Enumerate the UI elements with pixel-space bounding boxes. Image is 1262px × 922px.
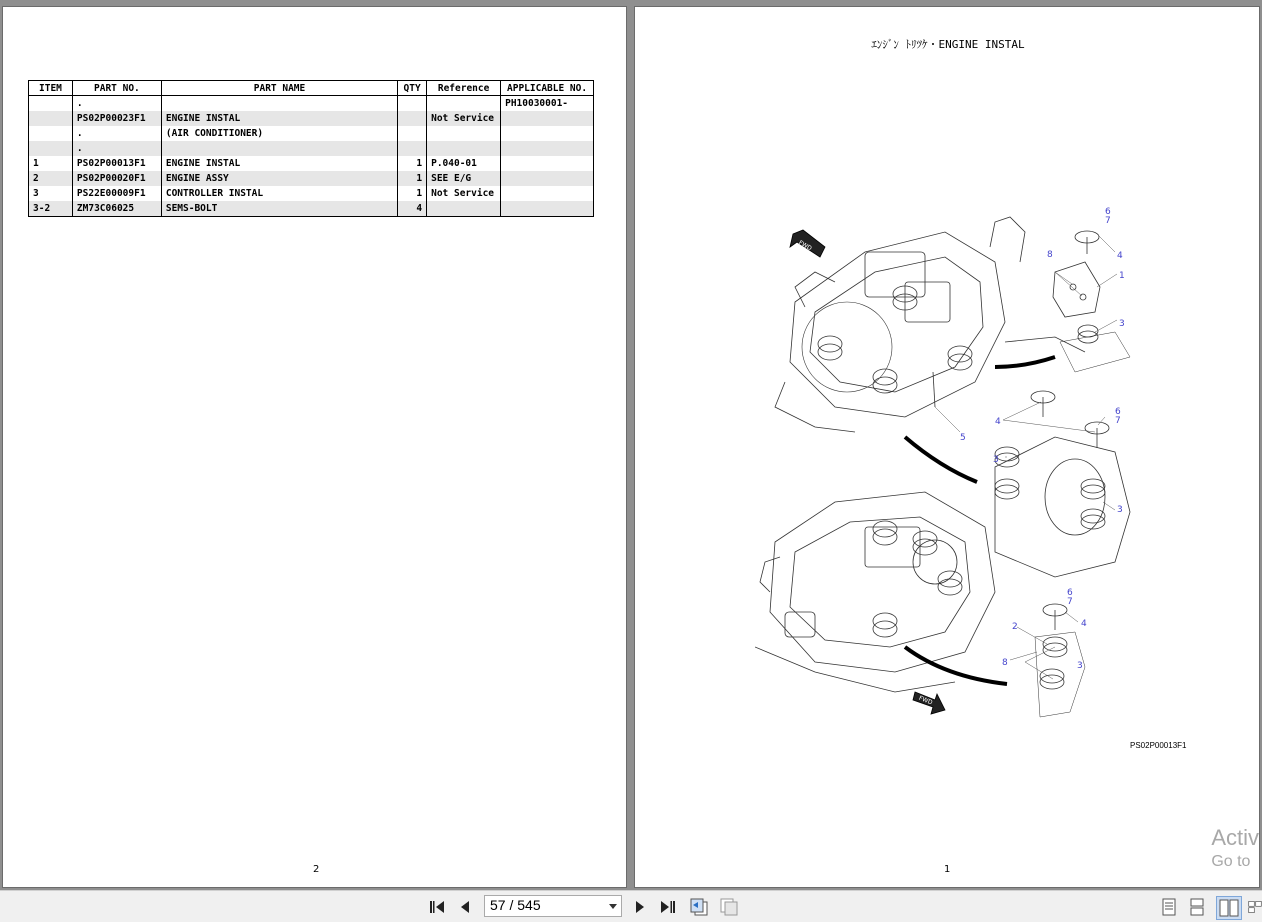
single-page-view-button[interactable] [1160,898,1178,916]
table-row [29,186,594,201]
page-number: 2 [313,864,320,875]
left-page [2,6,627,888]
cell-part-no: PS22E00009F1 [72,186,161,201]
col-header-reference: Reference [427,81,501,96]
callout-7: 7 [1115,416,1121,426]
cell-applicable-no [501,186,594,201]
callout-7: 7 [1067,597,1073,607]
chevron-down-icon [609,904,617,909]
callout-6: 6 [1105,207,1111,217]
next-view-button[interactable] [718,898,740,916]
cell-applicable-no [501,156,594,171]
cell-part-name: (AIR CONDITIONER) [161,126,397,141]
cell-item [29,111,73,126]
first-page-icon [429,899,445,915]
arrow-curve [905,647,1007,684]
cell-item: 3-2 [29,201,73,217]
page-indicator: 57 / 545 [490,897,541,913]
engine-install-diagram [755,192,1155,732]
next-view-icon [719,898,739,916]
cell-part-name: ENGINE INSTAL [161,156,397,171]
callout-4: 4 [995,417,1001,427]
leader-lines [935,234,1117,679]
cell-qty [398,126,427,141]
cell-item: 2 [29,171,73,186]
fwd-arrow-upper [790,230,825,257]
callout-4: 4 [1081,619,1087,629]
col-header-part-no: PART NO. [72,81,161,96]
cell-applicable-no [501,201,594,217]
cell-item [29,126,73,141]
two-page-continuous-view-icon [1248,898,1262,916]
parts-table [28,80,594,217]
prev-page-icon [459,899,471,915]
watermark-line1: Activ [1211,825,1259,850]
continuous-view-icon [1190,898,1204,916]
cell-part-name [161,96,397,112]
cell-reference: SEE E/G [427,171,501,186]
cell-part-no: PS02P00023F1 [72,111,161,126]
cell-part-no: . [72,96,161,112]
cell-part-no: . [72,126,161,141]
col-header-qty: QTY [398,81,427,96]
page-number: 1 [944,864,951,875]
callout-2: 2 [1012,622,1018,632]
two-page-view-icon [1219,899,1239,917]
cell-item: 3 [29,186,73,201]
right-page [634,6,1260,888]
cell-part-name: CONTROLLER INSTAL [161,186,397,201]
fwd-arrow-lower [913,692,945,714]
page-number-select[interactable] [484,895,622,917]
callout-5: 5 [960,433,966,443]
lower-engine-drawing [755,492,995,692]
two-page-continuous-view-button[interactable] [1248,898,1262,916]
cell-qty [398,141,427,156]
cell-part-no: ZM73C06025 [72,201,161,217]
callout-6: 6 [1115,407,1121,417]
table-row [29,141,594,156]
cell-part-name: ENGINE ASSY [161,171,397,186]
cell-applicable-no [501,126,594,141]
col-header-item: ITEM [29,81,73,96]
cell-part-no: . [72,141,161,156]
diagram-code: PS02P00013F1 [1130,741,1187,750]
cell-applicable-no: PH10030001- [501,96,594,112]
cell-part-no: PS02P00013F1 [72,156,161,171]
cell-reference [427,96,501,112]
previous-view-button[interactable] [688,898,710,916]
prev-view-icon [689,898,709,916]
watermark-line2: Go to [1211,853,1251,870]
svg-text:FWD: FWD [797,239,813,253]
table-row [29,96,594,112]
last-page-icon [660,899,676,915]
callout-6: 6 [1067,588,1073,598]
cell-reference [427,141,501,156]
arrow-curve [905,437,977,482]
callout-8: 8 [1047,250,1053,260]
diagram-title: ｴﾝｼﾞﾝ ﾄﾘﾂｹ・ENGINE INSTAL [871,38,1025,51]
callout-3: 3 [993,455,999,465]
cell-applicable-no [501,111,594,126]
col-header-part-name: PART NAME [161,81,397,96]
callout-4: 4 [1117,251,1123,261]
table-row [29,171,594,186]
cell-part-name: SEMS-BOLT [161,201,397,217]
next-page-icon [634,899,646,915]
cell-qty: 1 [398,156,427,171]
cell-reference: Not Service [427,186,501,201]
table-row [29,201,594,217]
cell-part-name [161,141,397,156]
last-page-button[interactable] [659,898,677,916]
cell-item [29,141,73,156]
callout-8: 8 [1002,658,1008,668]
two-page-view-button[interactable] [1216,896,1242,920]
cell-qty: 1 [398,186,427,201]
activation-watermark [1211,825,1259,871]
table-row [29,156,594,171]
middle-housing-drawing [995,391,1130,577]
cell-qty [398,96,427,112]
callout-numbers [960,207,1125,671]
cell-part-no: PS02P00020F1 [72,171,161,186]
cell-qty: 1 [398,171,427,186]
cell-qty: 4 [398,201,427,217]
cell-applicable-no [501,171,594,186]
callout-1: 1 [1119,271,1125,281]
cell-reference [427,126,501,141]
svg-text:FWD: FWD [917,694,934,707]
cell-part-name: ENGINE INSTAL [161,111,397,126]
callout-3: 3 [1119,319,1125,329]
cell-item [29,96,73,112]
cell-reference: P.040-01 [427,156,501,171]
table-header-row [29,81,594,96]
continuous-view-button[interactable] [1188,898,1206,916]
cell-item: 1 [29,156,73,171]
navigation-toolbar [0,890,1262,922]
next-page-button[interactable] [633,898,647,916]
cell-reference: Not Service [427,111,501,126]
callout-3: 3 [1117,505,1123,515]
col-header-applicable-no: APPLICABLE NO. [501,81,594,96]
arrow-curve [995,357,1055,367]
table-row [29,126,594,141]
single-page-view-icon [1162,898,1176,916]
callout-7: 7 [1105,216,1111,226]
cell-applicable-no [501,141,594,156]
cell-reference [427,201,501,217]
table-row [29,111,594,126]
prev-page-button[interactable] [458,898,472,916]
first-page-button[interactable] [428,898,446,916]
callout-3: 3 [1077,661,1083,671]
cell-qty [398,111,427,126]
